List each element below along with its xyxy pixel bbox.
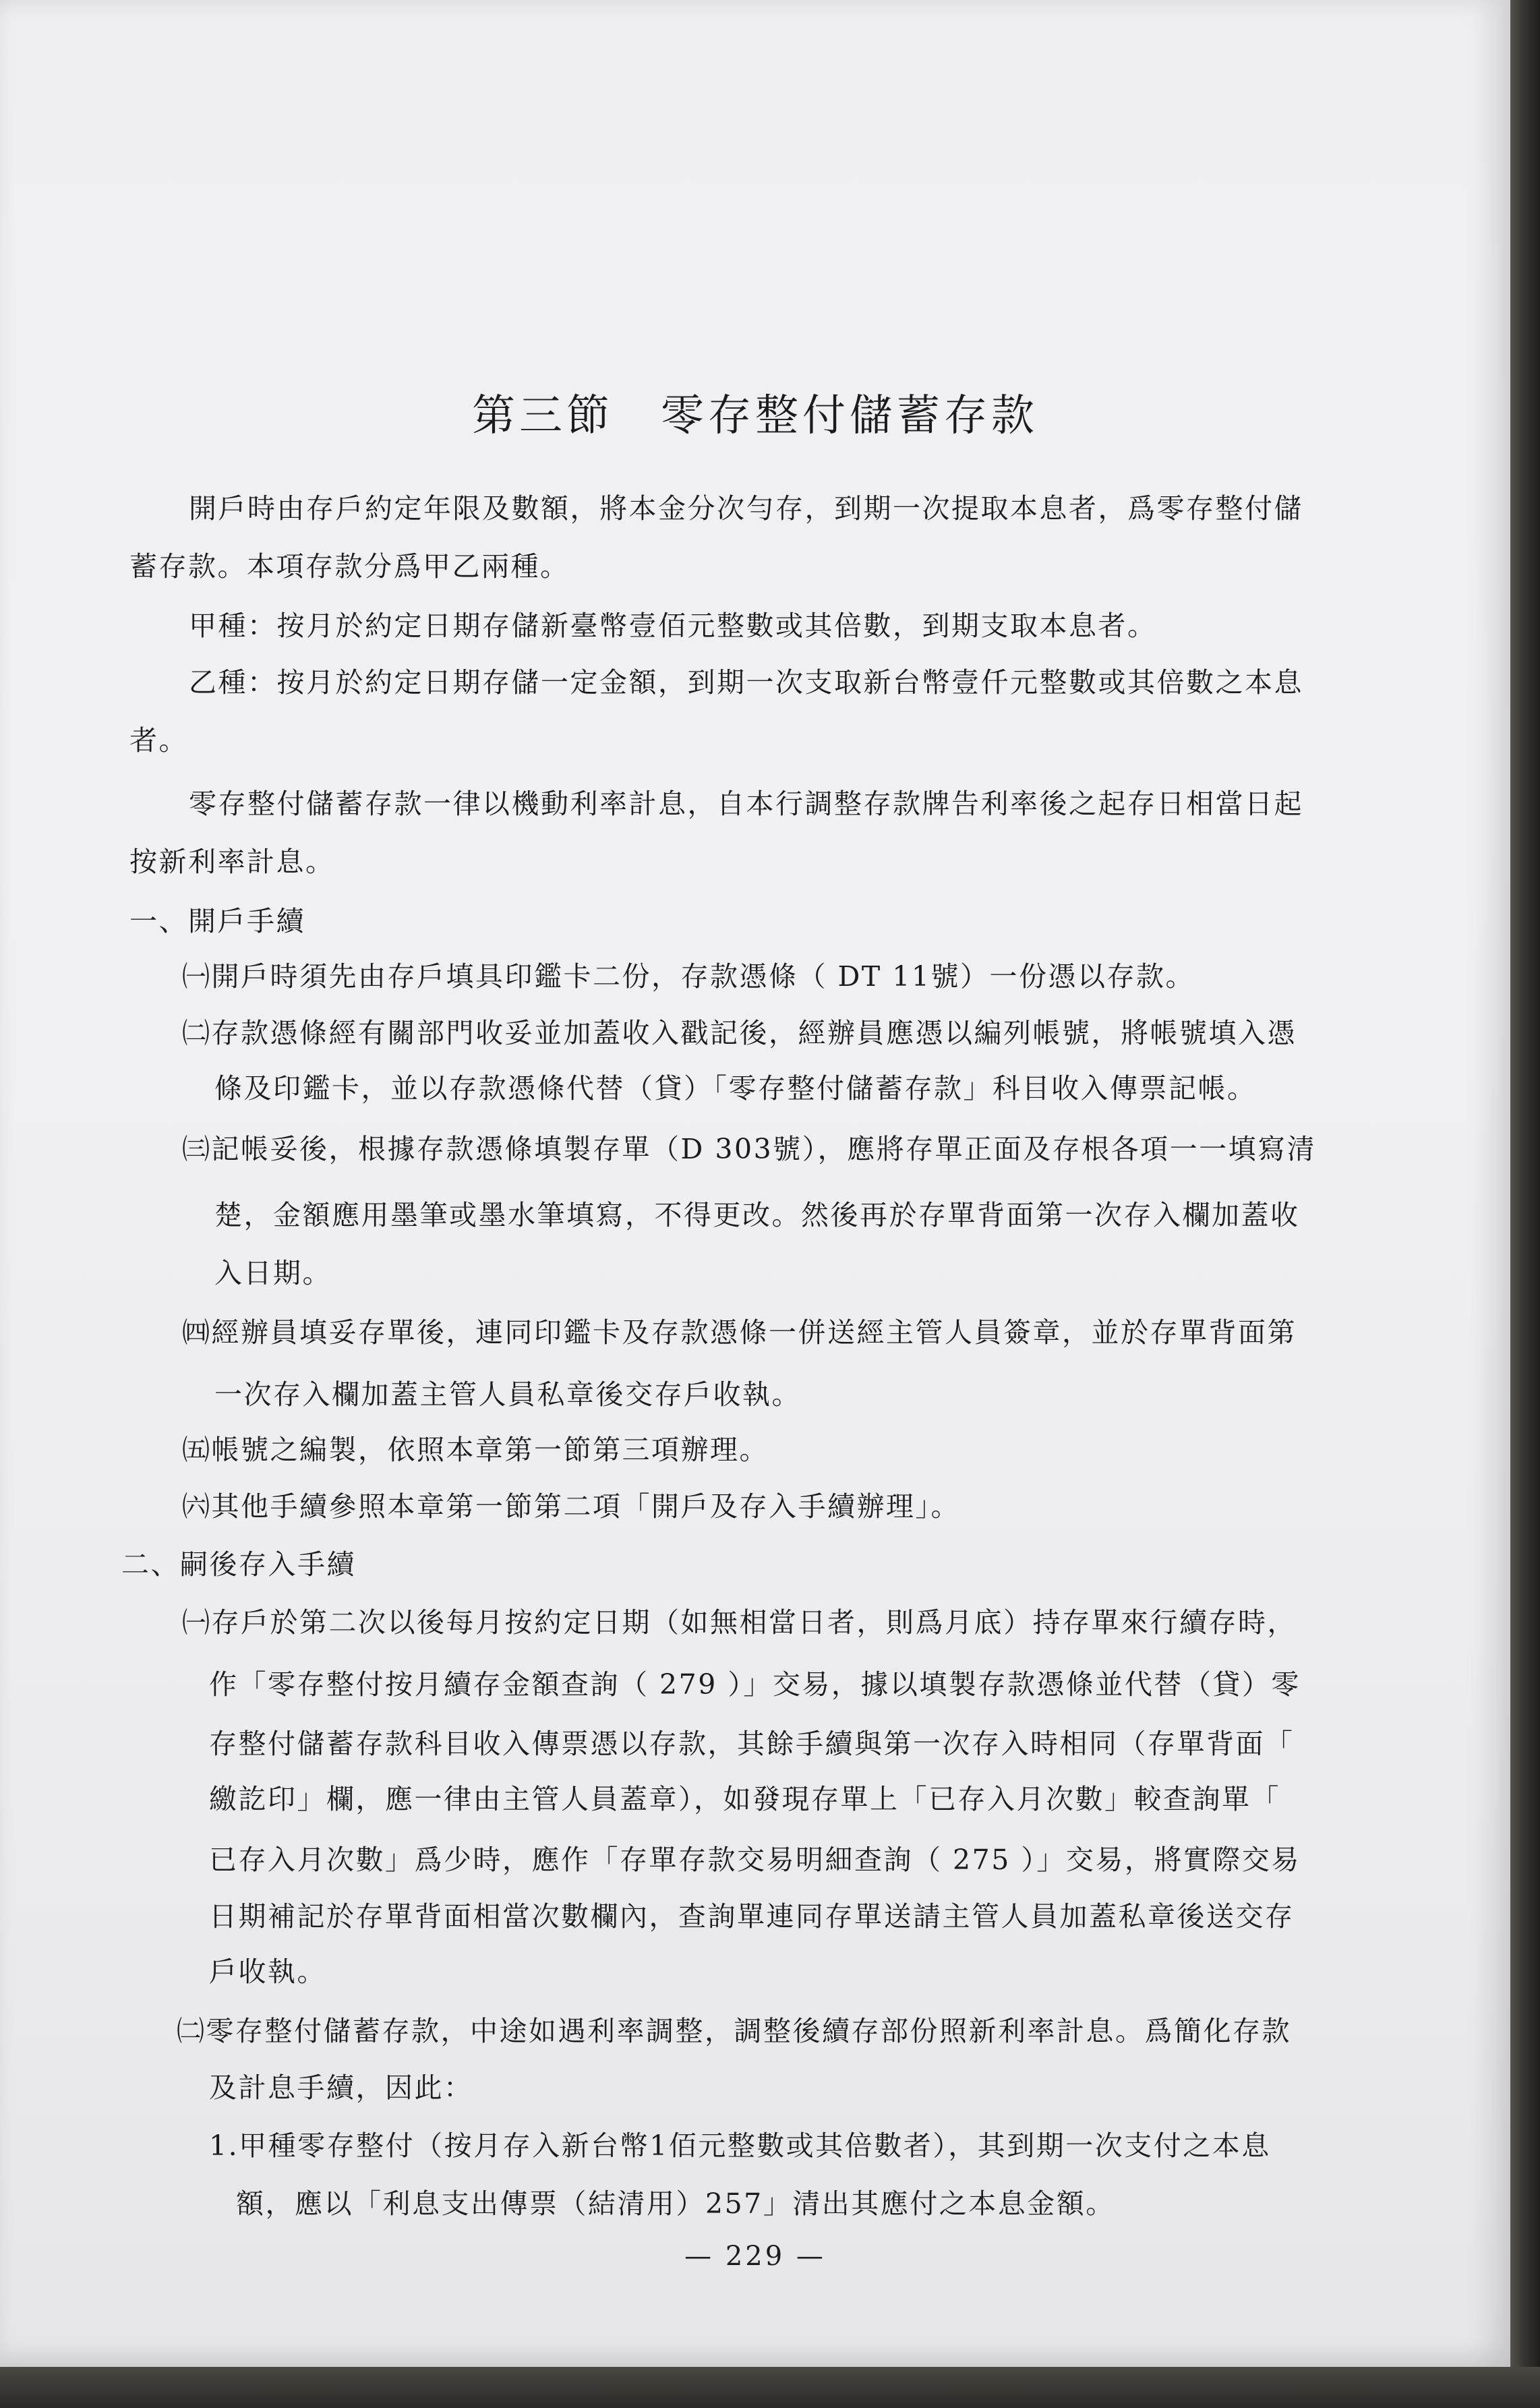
text-line: 入日期。 <box>214 1257 332 1289</box>
list-item: ㈠開戶時須先由存戶填具印鑑卡二份，存款憑條（ DT 11號）一份憑以存款。 <box>182 960 1195 993</box>
section-title: 第三節 零存整付儲蓄存款 <box>472 391 1038 441</box>
text-line: 楚，金額應用墨筆或墨水筆填寫，不得更改。然後再於存單背面第一次存入欄加蓋收 <box>214 1199 1300 1231</box>
list-item: ㈣經辦員填妥存單後，連同印鑑卡及存款憑條一併送經主管人員簽章，並於存單背面第 <box>182 1316 1297 1349</box>
text-line: 及計息手續，因此： <box>209 2072 473 2104</box>
list-item: ㈥其他手續參照本章第一節第二項「開戶及存入手續辦理」。 <box>182 1490 960 1523</box>
list-item: ㈡存款憑條經有關部門收妥並加蓋收入戳記後，經辦員應憑以編列帳號，將帳號填入憑 <box>182 1017 1297 1049</box>
text-line: 甲種：按月於約定日期存儲新臺幣壹佰元整數或其倍數，到期支取本息者。 <box>189 610 1157 642</box>
page-number: — 229 — <box>684 2241 826 2272</box>
section-heading: 二、嗣後存入手續 <box>121 1548 356 1581</box>
book-bottom-edge <box>0 2367 1540 2408</box>
list-item: 1.甲種零存整付（按月存入新台幣1佰元整數或其倍數者），其到期一次支付之本息 <box>209 2130 1271 2162</box>
text-line: 存整付儲蓄存款科目收入傳票憑以存款，其餘手續與第一次存入時相同（存單背面「 <box>209 1728 1295 1760</box>
text-line: 者。 <box>129 724 188 757</box>
book-spine-edge <box>1510 0 1540 2408</box>
list-item: ㈠存戶於第二次以後每月按約定日期（如無相當日者，則爲月底）持存單來行續存時， <box>182 1606 1297 1639</box>
text-line: 日期補記於存單背面相當次數欄內，查詢單連同存單送請主管人員加蓋私章後送交存 <box>209 1900 1295 1933</box>
text-line: 作「零存整付按月續存金額查詢（ 279 ）」交易，據以填製存款憑條並代替（貸）零 <box>209 1668 1301 1701</box>
text-line: 開戶時由存戶約定年限及數額，將本金分次勻存，到期一次提取本息者，爲零存整付儲 <box>189 492 1303 525</box>
list-item: ㈡零存整付儲蓄存款，中途如遇利率調整，調整後續存部份照新利率計息。爲簡化存款 <box>177 2015 1291 2047</box>
text-line: 已存入月次數」爲少時，應作「存單存款交易明細查詢（ 275 ）」交易，將實際交易 <box>209 1844 1301 1876</box>
text-line: 乙種：按月於約定日期存儲一定金額，到期一次支取新台幣壹仟元整數或其倍數之本息 <box>189 666 1303 699</box>
section-heading: 一、開戶手續 <box>129 905 305 937</box>
text-line: 戶收執。 <box>209 1956 326 1988</box>
text-line: 一次存入欄加蓋主管人員私章後交存戶收執。 <box>214 1378 801 1411</box>
text-line: 按新利率計息。 <box>129 846 335 878</box>
list-item: ㈤帳號之編製，依照本章第一節第三項辦理。 <box>182 1434 769 1466</box>
text-line: 繳訖印」欄，應一律由主管人員蓋章），如發現存單上「已存入月次數」較查詢單「 <box>209 1783 1280 1815</box>
text-line: 額，應以「利息支出傳票（結清用）257」清出其應付之本息金額。 <box>236 2187 1115 2220</box>
list-item: ㈢記帳妥後，根據存款憑條填製存單（D 303號），應將存單正面及存根各項一一填寫清 <box>182 1133 1317 1165</box>
text-line: 蓄存款。本項存款分爲甲乙兩種。 <box>129 550 570 583</box>
text-line: 條及印鑑卡，並以存款憑條代替（貸）「零存整付儲蓄存款」科目收入傳票記帳。 <box>214 1072 1257 1105</box>
text-line: 零存整付儲蓄存款一律以機動利率計息，自本行調整存款牌告利率後之起存日相當日起 <box>189 788 1303 820</box>
